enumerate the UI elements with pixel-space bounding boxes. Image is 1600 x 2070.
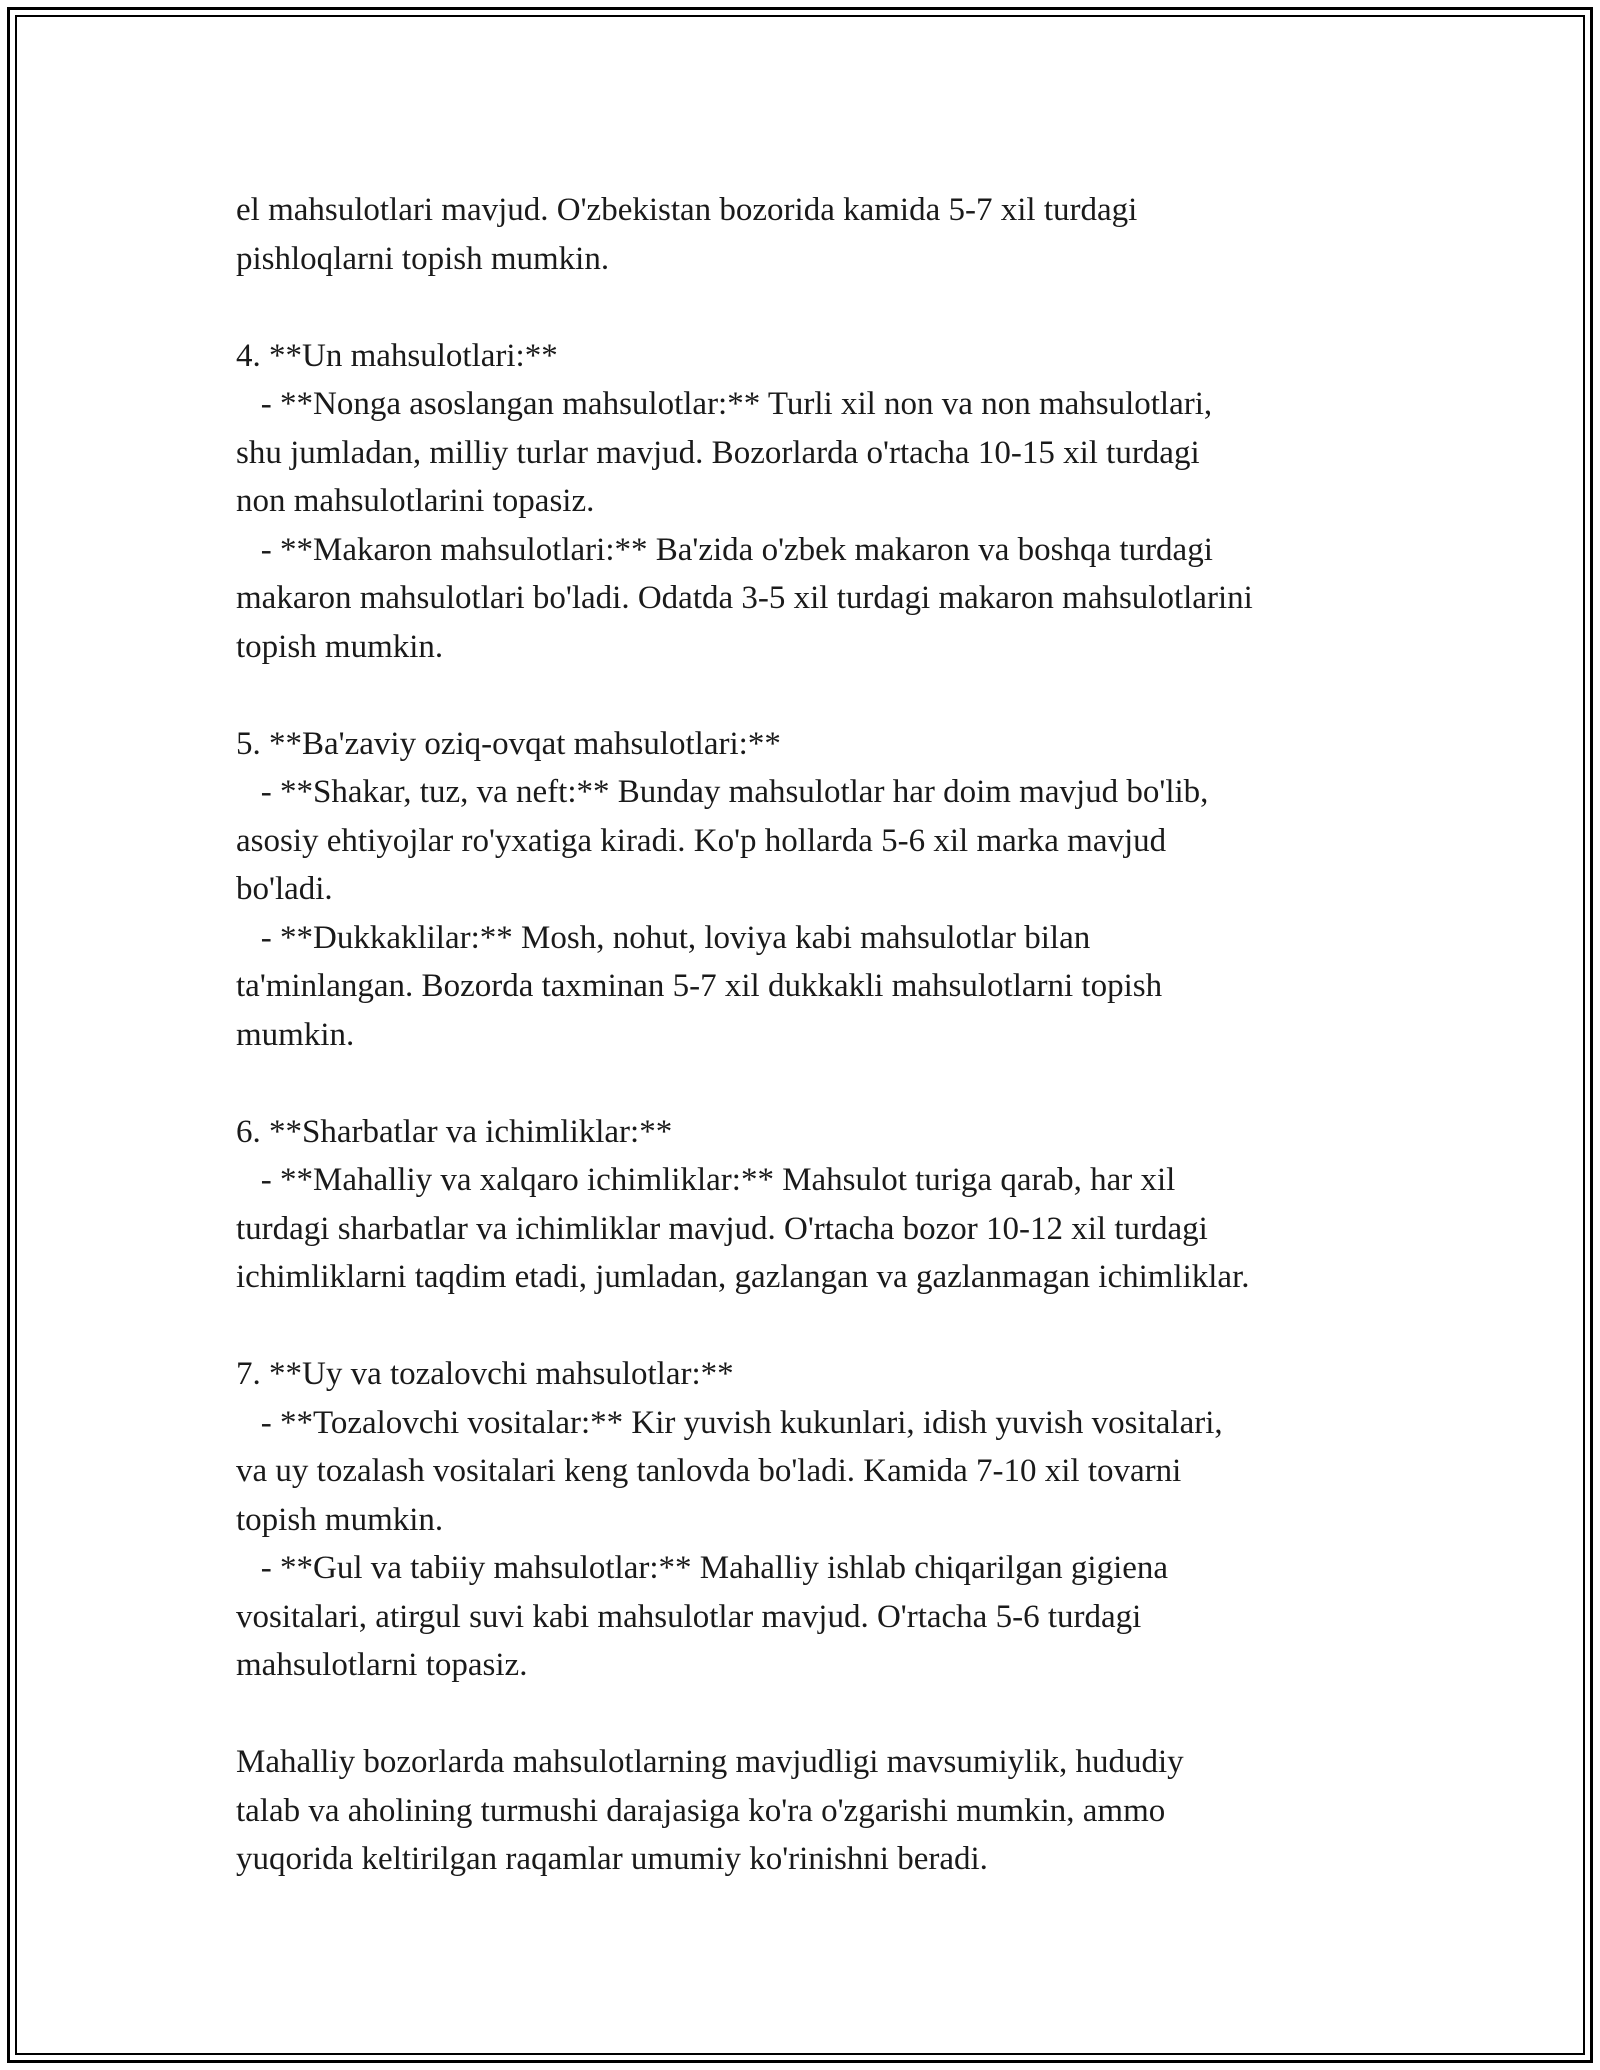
text-line: mumkin. bbox=[236, 1016, 355, 1053]
text-line: el mahsulotlari mavjud. O'zbekistan bozorida kamida 5-7 xil turdagi bbox=[236, 192, 1138, 228]
text-line: mahsulotlarni topasiz. bbox=[236, 1647, 528, 1683]
list-item-line: - **Tozalovchi vositalar:** Kir yuvish kukunlari, idish yuvish vositalari, bbox=[236, 1404, 1223, 1441]
text-line: Mahalliy bozorlarda mahsulotlarning mavjudligi mavsumiylik, hududiy bbox=[236, 1744, 1184, 1780]
list-item-line: - **Makaron mahsulotlari:** Ba'zida o'zbek makaron va boshqa turdagi bbox=[236, 531, 1213, 568]
text-line: ichimliklarni taqdim etadi, jumladan, gazlangan va gazlanmagan ichimliklar. bbox=[236, 1259, 1250, 1295]
text-line: topish mumkin. bbox=[236, 1501, 444, 1538]
text-line: vositalari, atirgul suvi kabi mahsulotlar mavjud. O'rtacha 5-6 turdagi bbox=[236, 1598, 1142, 1635]
section-heading: 7. **Uy va tozalovchi mahsulotlar:** bbox=[236, 1356, 734, 1392]
paragraph-spacer bbox=[236, 671, 1416, 720]
paragraph-intro-tail bbox=[236, 186, 1416, 283]
text-line: asosiy ehtiyojlar ro'yxatiga kiradi. Ko'p hollarda 5-6 xil marka mavjud bbox=[236, 822, 1167, 859]
paragraph-spacer bbox=[236, 1059, 1416, 1108]
list-item-line: - **Mahalliy va xalqaro ichimliklar:** Mahsulot turiga qarab, har xil bbox=[236, 1162, 1176, 1198]
section-heading: 4. **Un mahsulotlari:** bbox=[236, 337, 558, 374]
text-line: va uy tozalash vositalari keng tanlovda bo'ladi. Kamida 7-10 xil tovarni bbox=[236, 1453, 1182, 1489]
text-line: shu jumladan, milliy turlar mavjud. Bozorlarda o'rtacha 10-15 xil turdagi bbox=[236, 434, 1200, 471]
text-line: yuqorida keltirilgan raqamlar umumiy ko'rinishni beradi. bbox=[236, 1841, 988, 1877]
list-item-line: - **Nonga asoslangan mahsulotlar:** Turli xil non va non mahsulotlari, bbox=[236, 386, 1213, 422]
text-line: topish mumkin. bbox=[236, 628, 444, 665]
list-item-line: - **Shakar, tuz, va neft:** Bunday mahsulotlar har doim mavjud bo'lib, bbox=[236, 774, 1209, 810]
section-un-mahsulotlari bbox=[236, 332, 1416, 672]
text-line: talab va aholining turmushi darajasiga ko'ra o'zgarishi mumkin, ammo bbox=[236, 1792, 1166, 1829]
text-line: makaron mahsulotlari bo'ladi. Odatda 3-5 xil turdagi makaron mahsulotlarini bbox=[236, 580, 1253, 616]
section-bazaviy-oziq-ovqat bbox=[236, 720, 1416, 1060]
section-sharbatlar bbox=[236, 1108, 1416, 1302]
section-uy-tozalovchi bbox=[236, 1350, 1416, 1690]
paragraph-conclusion bbox=[236, 1738, 1416, 1884]
paragraph-spacer bbox=[236, 283, 1416, 332]
list-item-line: - **Dukkaklilar:** Mosh, nohut, loviya kabi mahsulotlar bilan bbox=[236, 919, 1091, 956]
section-heading: 5. **Ba'zaviy oziq-ovqat mahsulotlari:** bbox=[236, 725, 781, 762]
document-body bbox=[236, 186, 1416, 1884]
paragraph-spacer bbox=[236, 1690, 1416, 1739]
text-line: turdagi sharbatlar va ichimliklar mavjud. O'rtacha bozor 10-12 xil turdagi bbox=[236, 1210, 1208, 1247]
text-line: pishloqlarni topish mumkin. bbox=[236, 240, 610, 277]
text-line: ta'minlangan. Bozorda taxminan 5-7 xil dukkakli mahsulotlarni topish bbox=[236, 968, 1163, 1004]
list-item-line: - **Gul va tabiiy mahsulotlar:** Mahalliy ishlab chiqarilgan gigiena bbox=[236, 1550, 1169, 1586]
section-heading: 6. **Sharbatlar va ichimliklar:** bbox=[236, 1113, 673, 1150]
text-line: non mahsulotlarini topasiz. bbox=[236, 483, 595, 519]
paragraph-spacer bbox=[236, 1302, 1416, 1351]
text-line: bo'ladi. bbox=[236, 871, 333, 907]
